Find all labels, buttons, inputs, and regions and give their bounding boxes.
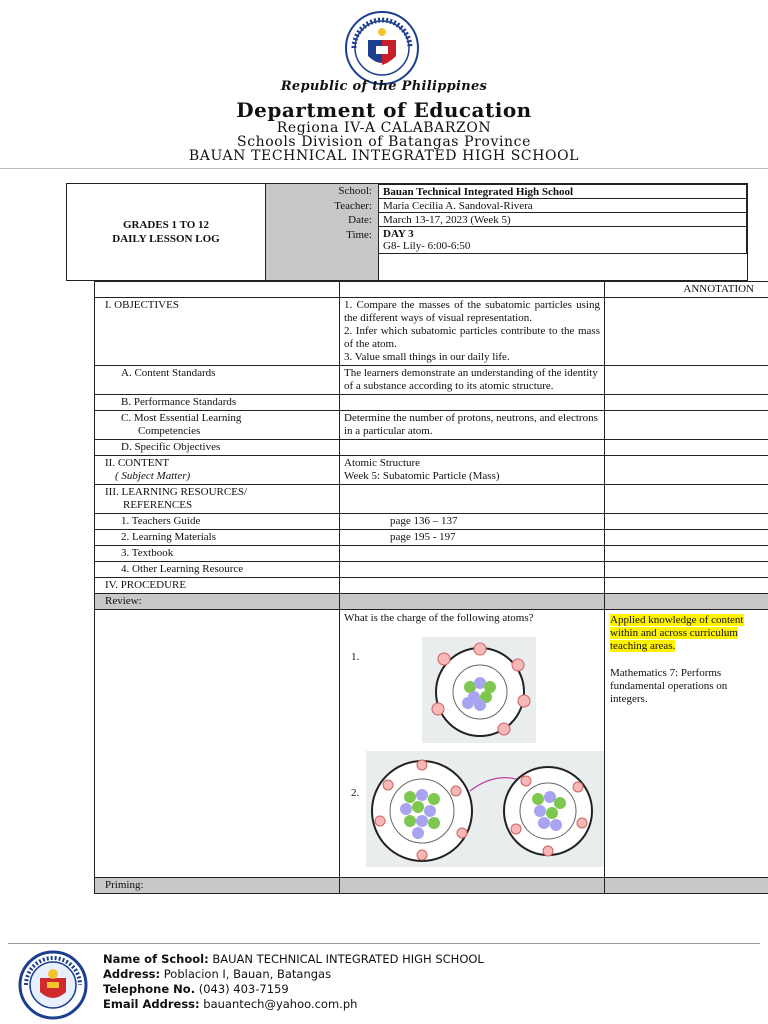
atom-figure-1-box <box>344 625 600 737</box>
info-values-table <box>378 184 747 254</box>
procedure-row <box>95 578 768 594</box>
performance-standards-row <box>95 395 768 411</box>
melc-label-line-1: C. Most Essential Learning <box>121 412 242 424</box>
subject-matter-label: ( Subject Matter) <box>115 470 191 482</box>
electron <box>474 643 486 655</box>
textbook-label: 3. Textbook <box>95 546 340 562</box>
electron <box>512 659 524 671</box>
footer-email-value[interactable]: bauantech@yahoo.com.ph <box>203 997 358 1011</box>
republic-heading: Republic of the Philippines <box>280 79 488 94</box>
neutron <box>462 697 474 709</box>
title-line-1: GRADES 1 TO 12 <box>122 219 210 231</box>
school-heading: BAUAN TECHNICAL INTEGRATED HIGH SCHOOL <box>188 148 580 164</box>
objective-3: 3. Value small things in our daily life. <box>344 351 510 363</box>
school-label: School: <box>338 185 372 197</box>
electron <box>432 703 444 715</box>
teacher-value: Maria Cecilia A. Sandoval-Rivera <box>379 199 747 213</box>
lesson-log-info-box <box>66 183 748 281</box>
objectives-label: I. OBJECTIVES <box>95 298 340 366</box>
footer-address-value: Poblacion I, Bauan, Batangas <box>163 967 332 981</box>
review-row <box>95 594 768 610</box>
item-2-number: 2. <box>351 787 360 799</box>
learning-materials-label: 2. Learning Materials <box>95 530 340 546</box>
resources-row <box>95 485 768 514</box>
resources-label-line-1: III. LEARNING RESOURCES/ <box>105 486 248 498</box>
footer-telephone-label: Telephone No. <box>103 982 196 996</box>
content-standards-value: The learners demonstrate an understanding of the identity of a substance according to its atomic structure. <box>340 366 605 395</box>
school-value: Bauan Technical Integrated High School <box>379 185 747 199</box>
melc-label <box>95 411 340 440</box>
priming-label: Priming: <box>95 878 340 894</box>
deped-seal-logo <box>344 10 420 86</box>
teachers-guide-label: 1. Teachers Guide <box>95 514 340 530</box>
objective-1: 1. Compare the masses of the subatomic particles using the different ways of visual representation. <box>344 299 600 324</box>
melc-label-line-2: Competencies <box>138 425 201 437</box>
time-label: Time: <box>346 229 372 241</box>
annotation-header: ANNOTATION <box>605 282 768 298</box>
electron <box>518 695 530 707</box>
teachers-guide-pages: page 136 – 137 <box>340 514 605 530</box>
division-heading: Schools Division of Batangas Province <box>237 134 531 150</box>
procedure-label: IV. PROCEDURE <box>95 578 340 594</box>
content-standards-label: A. Content Standards <box>95 366 340 395</box>
annotation-highlight-text: Applied knowledge of content within and across curriculum teaching areas. <box>610 614 744 652</box>
footer-address-label: Address: <box>103 967 161 981</box>
date-value: March 13-17, 2023 (Week 5) <box>379 213 747 227</box>
review-question-cell <box>340 610 605 878</box>
header-divider <box>0 168 768 169</box>
annotation-header-row <box>95 282 768 298</box>
melc-value: Determine the number of protons, neutrons, and electrons in a particular atom. <box>340 411 605 440</box>
content-label <box>95 456 340 485</box>
footer-email <box>103 997 357 1011</box>
content-standards-row <box>95 366 768 395</box>
electron <box>498 723 510 735</box>
other-resource-label: 4. Other Learning Resource <box>95 562 340 578</box>
objectives-row <box>95 298 768 366</box>
footer-address <box>103 967 331 981</box>
lesson-plan-table <box>94 281 768 894</box>
resources-label <box>95 485 340 514</box>
content-label-line: II. CONTENT <box>105 457 170 469</box>
review-label: Review: <box>95 594 340 610</box>
date-label: Date: <box>348 214 372 226</box>
performance-standards-label: B. Performance Standards <box>95 395 340 411</box>
content-value-line-1: Atomic Structure <box>344 457 421 469</box>
learning-materials-pages: page 195 - 197 <box>340 530 605 546</box>
review-content-row <box>95 610 768 878</box>
time-cell <box>379 227 747 254</box>
review-question: What is the charge of the following atoms? <box>344 612 534 624</box>
other-resource-row <box>95 562 768 578</box>
resources-label-line-2: REFERENCES <box>123 499 193 511</box>
atom-diagram-2 <box>366 751 604 867</box>
department-heading: Department of Education <box>236 98 532 122</box>
atom-figure-2-box <box>344 737 600 867</box>
annotation-note: Mathematics 7: Performs fundamental operations on integers. <box>610 667 728 705</box>
footer-school-name <box>103 952 484 966</box>
school-logo <box>18 950 88 1020</box>
specific-objectives-label: D. Specific Objectives <box>95 440 340 456</box>
content-row <box>95 456 768 485</box>
priming-row <box>95 878 768 894</box>
day-value: DAY 3 <box>383 228 414 240</box>
atom-diagram-1 <box>422 637 536 743</box>
footer-name-label: Name of School: <box>103 952 209 966</box>
objectives-content <box>340 298 605 366</box>
lesson-log-title <box>67 184 265 280</box>
review-annotation-cell <box>605 610 768 878</box>
neutron <box>474 699 486 711</box>
footer-name-value: BAUAN TECHNICAL INTEGRATED HIGH SCHOOL <box>212 952 484 966</box>
melc-row <box>95 411 768 440</box>
learning-materials-row <box>95 530 768 546</box>
region-heading: Regiona IV-A CALABARZON <box>276 120 492 136</box>
content-value-line-2: Week 5: Subatomic Particle (Mass) <box>344 470 500 482</box>
specific-objectives-row <box>95 440 768 456</box>
info-labels-column <box>265 184 379 280</box>
item-1-number: 1. <box>351 651 360 663</box>
footer-email-label: Email Address: <box>103 997 200 1011</box>
footer-telephone <box>103 982 289 996</box>
teacher-label: Teacher: <box>334 200 372 212</box>
content-value <box>340 456 605 485</box>
footer-divider <box>8 943 760 944</box>
objective-2: 2. Infer which subatomic particles contribute to the mass of the atom. <box>344 325 600 350</box>
annotation-highlight <box>610 614 763 653</box>
title-line-2: DAILY LESSON LOG <box>112 233 220 245</box>
textbook-row <box>95 546 768 562</box>
electron <box>438 653 450 665</box>
teachers-guide-row <box>95 514 768 530</box>
time-value: G8- Lily- 6:00-6:50 <box>383 240 471 252</box>
footer-telephone-value: (043) 403-7159 <box>198 982 289 996</box>
